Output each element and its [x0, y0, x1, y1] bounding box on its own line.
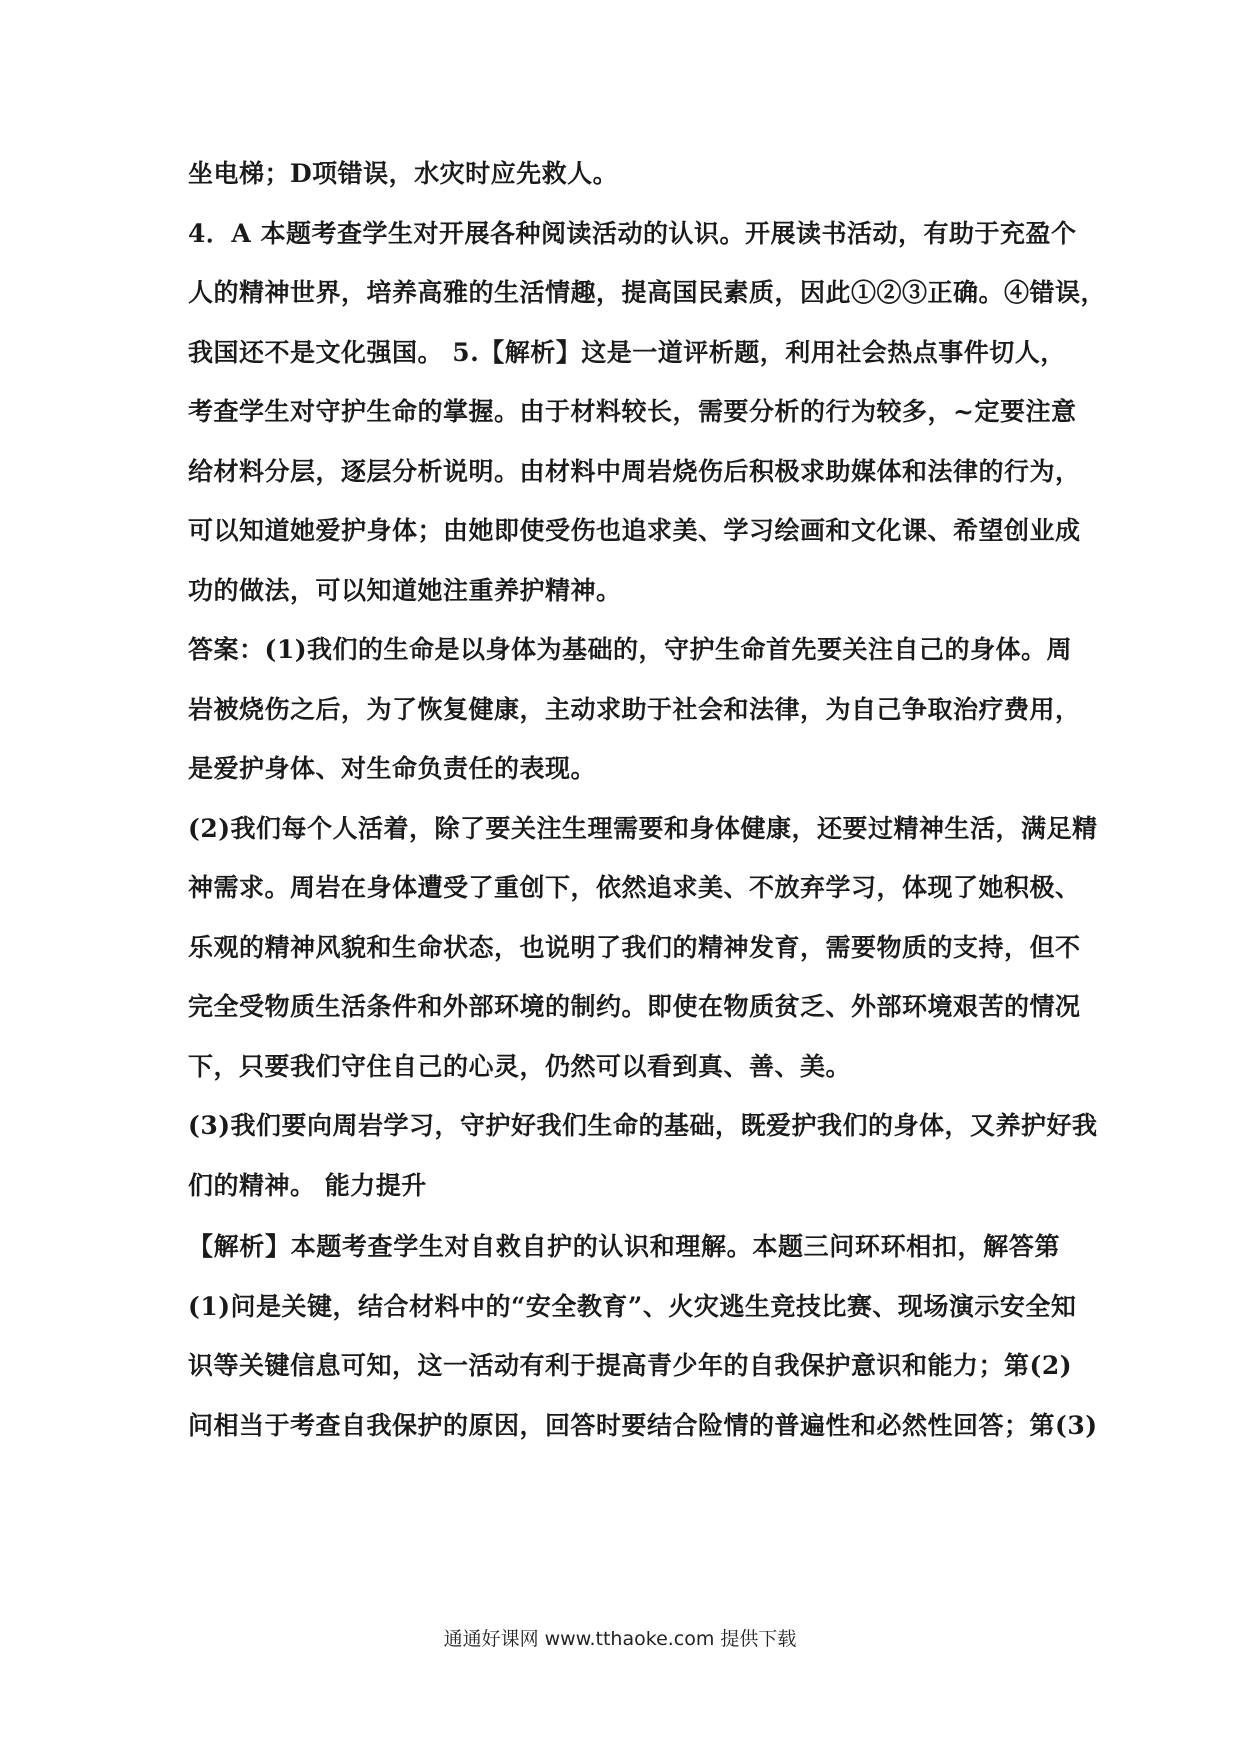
text-line: 人的精神世界，培养高雅的生活情趣，提高国民素质，因此①②③正确。④错误， — [188, 278, 1107, 307]
text-line: 神需求。周岩在身体遭受了重创下，依然追求美、不放弃学习，体现了她积极、 — [188, 873, 1081, 902]
text-line: 可以知道她爱护身体；由她即使受伤也追求美、学习绘画和文化课、希望创业成 — [188, 516, 1081, 545]
text-line: 给材料分层，逐层分析说明。由材料中周岩烧伤后积极求助媒体和法律的行为， — [188, 456, 1081, 486]
document-body — [188, 144, 1107, 1455]
text-line: 我国还不是文化强国。 5.【解析】这是一道评析题，利用社会热点事件切人， — [188, 337, 1066, 367]
text-line: 们的精神。 能力提升 — [188, 1170, 427, 1200]
text-line: 是爱护身体、对生命负责任的表现。 — [188, 754, 597, 783]
text-line: 识等关键信息可知，这一活动有利于提高青少年的自我保护意识和能力；第(2) — [188, 1351, 1073, 1380]
text-line: 考查学生对守护生命的掌握。由于材料较长，需要分析的行为较多，~定要注意 — [188, 397, 1077, 426]
text-line: 【解析】本题考查学生对自救自护的认识和理解。本题三问环环相扣，解答第 — [188, 1232, 1060, 1261]
text-line: 完全受物质生活条件和外部环境的制约。即使在物质贫乏、外部环境艰苦的情况 — [188, 992, 1081, 1021]
text-line: 乐观的精神风貌和生命状态，也说明了我们的精神发育，需要物质的支持，但不 — [188, 932, 1081, 962]
text-line: (2)我们每个人活着，除了要关注生理需要和身体健康，还要过精神生活，满足精 — [188, 813, 1098, 843]
text-line: 4．A 本题考查学生对开展各种阅读活动的认识。开展读书活动，有助于充盈个 — [188, 218, 1077, 248]
text-line: 下，只要我们守住自己的心灵，仍然可以看到真、善、美。 — [188, 1051, 852, 1081]
text-line: (3)我们要向周岩学习，守护好我们生命的基础，既爱护我们的身体，又养护好我 — [188, 1111, 1098, 1140]
text-line: 答案：(1)我们的生命是以身体为基础的，守护生命首先要关注自己的身体。周 — [188, 635, 1073, 664]
download-footer: 通通好课网 www.tthaoke.com 提供下载 — [443, 1628, 797, 1650]
text-line: 问相当于考查自我保护的原因，回答时要结合险情的普遍性和必然性回答；第(3) — [188, 1410, 1098, 1440]
text-line: 功的做法，可以知道她注重养护精神。 — [188, 575, 622, 605]
text-line: (1)问是关键，结合材料中的“安全教育”、火灾逃生竞技比赛、现场演示安全知 — [188, 1291, 1077, 1321]
text-line: 坐电梯；D项错误，水灾时应先救人。 — [188, 159, 619, 188]
text-line: 岩被烧伤之后，为了恢复健康，主动求助于社会和法律，为自己争取治疗费用， — [188, 694, 1081, 724]
